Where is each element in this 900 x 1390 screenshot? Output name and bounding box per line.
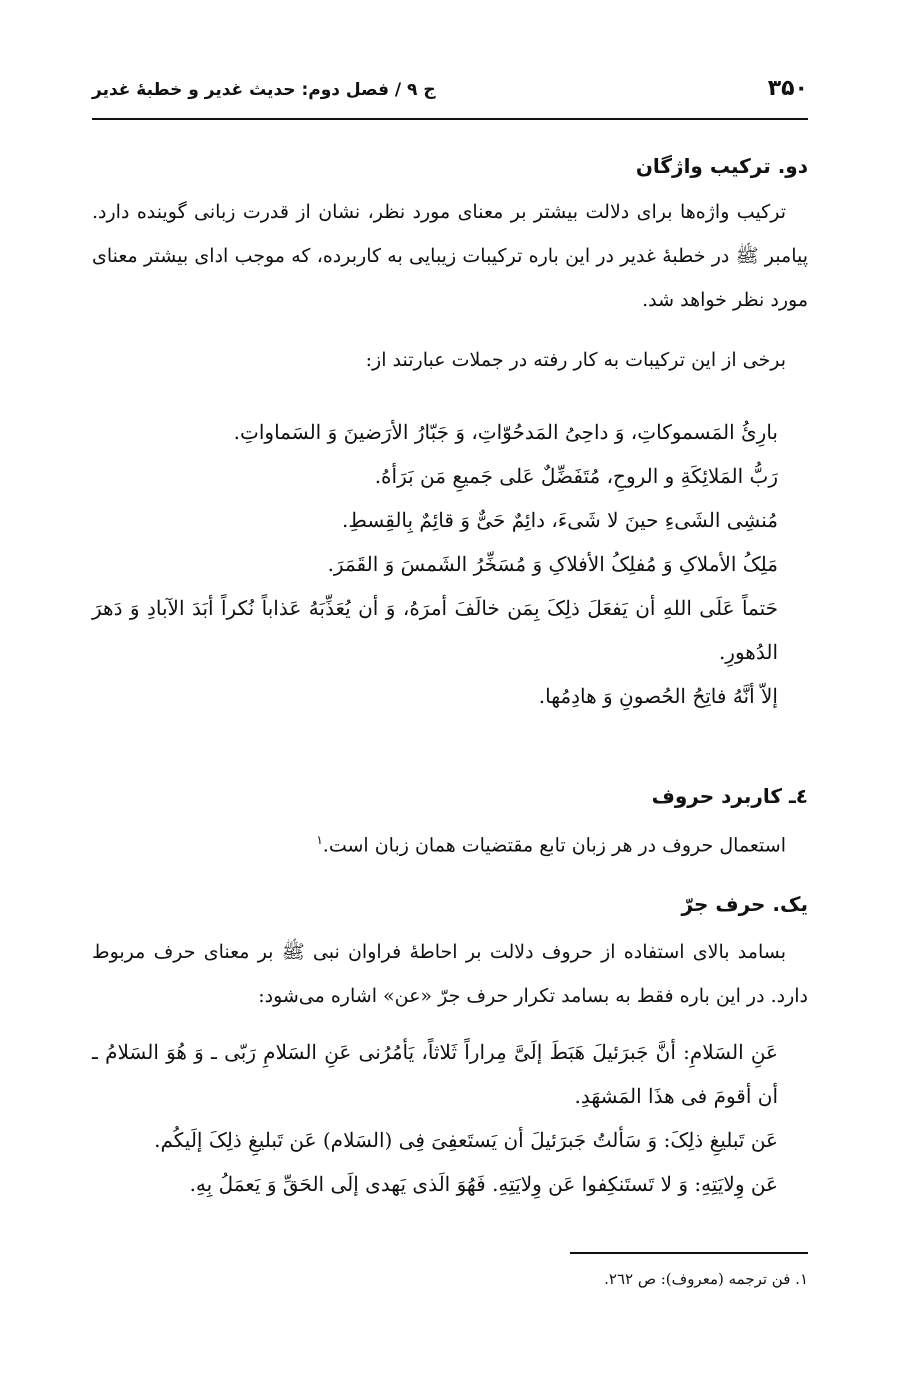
paragraph-letters — [92, 818, 808, 867]
page-number: ۳۵۰ — [767, 76, 808, 101]
running-head: ج ۹ / فصل دوم: حدیث غدیر و خطبۀ غدیر — [92, 80, 436, 100]
section-heading-letters: ٤ـ کاربرد حروف — [651, 784, 808, 808]
arabic-quote: عَنِ السَلامِ: أنَّ جَبرَئیلَ هَبَطَ إلَیَّ مِراراً ثَلاثاً، یَأمُرُنی عَنِ السَلامِ رَبّی ـ وَ هُوَ السَلامُ ـ أن أقومَ فی هذَا المَشهَدِ. — [92, 1040, 778, 1108]
paragraph-letters-text: استعمال حروف در هر زبان تابع مقتضیات همان زبان است. — [322, 834, 786, 857]
arabic-quote: عَن وِلایَتِهِ: وَ لا تَستَنکِفوا عَن وِلایَتِهِ. فَهُوَ الَذی یَهدی إلَی الحَقِّ وَ یَعمَلُ بِهِ. — [189, 1172, 778, 1196]
section-vocab-intro-block — [92, 338, 808, 382]
quote-list-preposition — [92, 1030, 808, 1206]
arabic-quote: بارِئُ المَسموکاتِ، وَ داحِیُ المَدحُوّاتِ، وَ جَبّارُ الأرَضینَ وَ السَماواتِ. — [233, 420, 778, 444]
arabic-quote: رَبُّ المَلائِکَةِ و الروحِ، مُتَفَضِّلٌ عَلی جَمیعِ مَن بَرَأهُ. — [374, 464, 778, 488]
footnote: ١. فن ترجمه (معروف): ص ٢٦٢. — [604, 1270, 808, 1288]
section-vocab-heading-block — [92, 146, 808, 186]
paragraph-preposition: بسامد بالای استفاده از حروف دلالت بر احاطۀ فراوان نبی ﷺ بر معنای حرف مربوط دارد. در این باره فقط به بسامد تکرار حرف جرّ «عن» اشاره می‌شود: — [92, 941, 808, 1007]
page-header — [92, 70, 808, 120]
arabic-quote: مُنشِی الشَیءِ حینَ لا شَیءَ، دائِمٌ حَیٌّ وَ قائِمٌ بِالقِسطِ. — [342, 508, 778, 532]
section-heading-vocab: دو. ترکیب واژگان — [635, 154, 808, 178]
arabic-quote: عَن تَبلیغِ ذلِکَ: وَ سَألتُ جَبرَئیلَ أن یَستَعفِیَ فِی (السَلام) عَن تَبلیغِ ذلِکَ إلَیکُم. — [154, 1128, 778, 1152]
section-heading-preposition: یک. حرف جرّ — [681, 892, 808, 916]
section-preposition-heading-block — [92, 884, 808, 924]
footnote-marker: ١ — [316, 833, 323, 847]
section-letters-heading-block — [92, 776, 808, 816]
arabic-quote: حَتماً عَلَی اللهِ أن یَفعَلَ ذلِکَ بِمَن خالَفَ أمرَهُ، وَ أن یُعَذِّبَهُ عَذاباً نُکراً أبَدَ الآبادِ وَ دَهرَ الدُهورِ. — [92, 596, 778, 664]
paragraph-vocab: ترکیب واژه‌ها برای دلالت بیشتر بر معنای مورد نظر، نشان از قدرت زبانی گوینده دارد. پیامبر ﷺ در خطبۀ غدیر در این باره ترکیبات زیبایی به کاربرده، که موجب ادای بیشتر معنای مورد نظر خواهد شد. — [92, 201, 808, 311]
footnote-divider — [570, 1252, 808, 1254]
section-letters-paragraph-block — [92, 818, 808, 867]
section-vocab-paragraph-block — [92, 190, 808, 322]
arabic-quote: إلاّ أنَّهُ فاتِحُ الحُصونِ وَ هادِمُها. — [538, 684, 778, 708]
paragraph-intro: برخی از این ترکیبات به کار رفته در جملات عبارتند از: — [365, 349, 786, 371]
quote-list-vocab — [92, 410, 808, 718]
arabic-quote: مَلِکُ الأملاکِ وَ مُفلِکُ الأفلاکِ وَ مُسَخِّرُ الشَمسَ وَ القَمَرَ. — [327, 552, 778, 576]
section-preposition-paragraph-block — [92, 930, 808, 1018]
